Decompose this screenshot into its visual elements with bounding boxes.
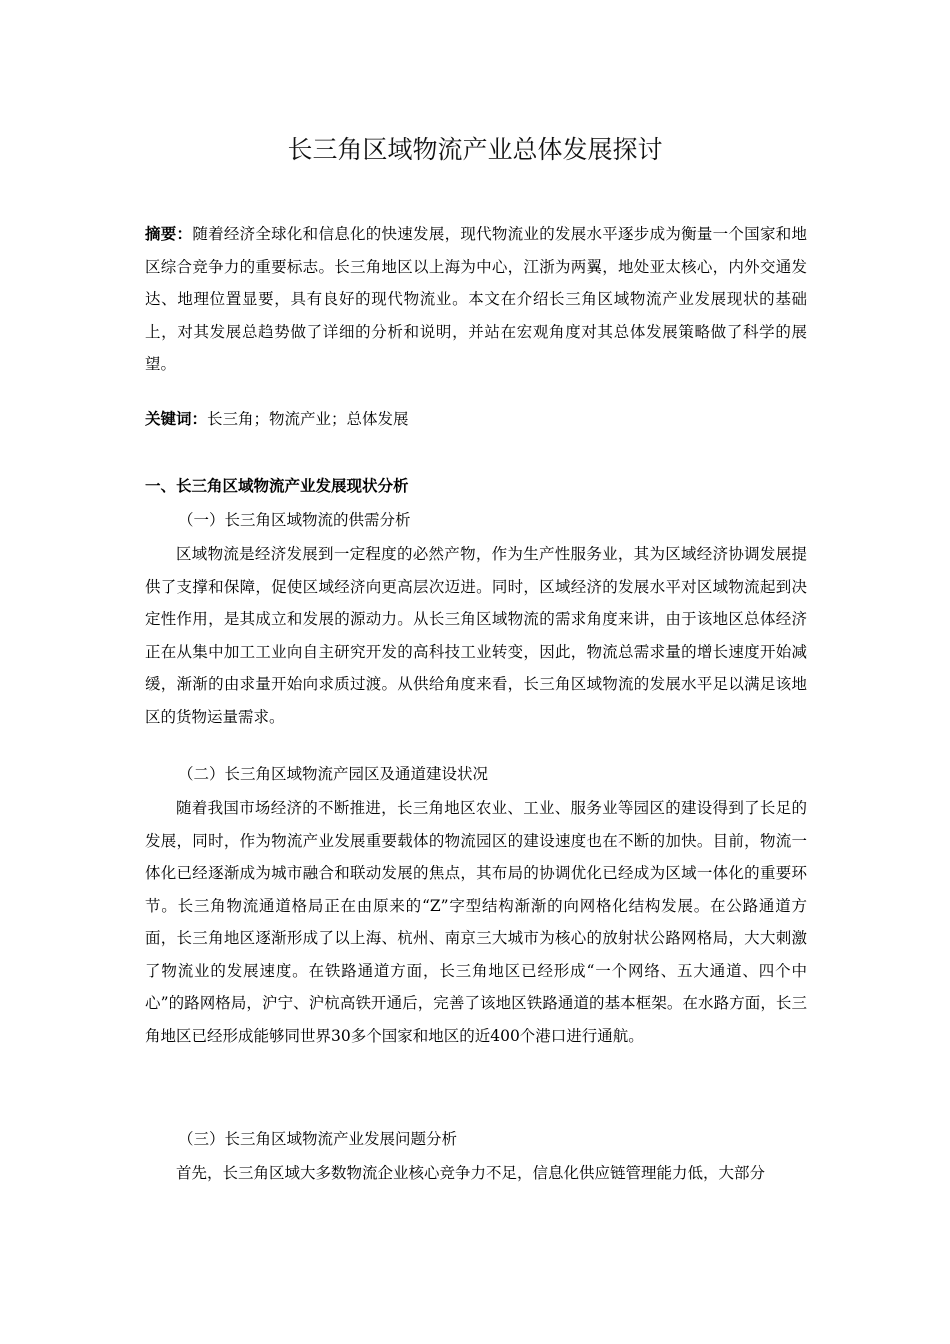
subsection-heading-2: （二）长三角区域物流产园区及通道建设状况 xyxy=(178,765,489,783)
keywords-text: 长三角；物流产业；总体发展 xyxy=(207,410,409,428)
keywords-label: 关键词： xyxy=(145,409,208,428)
keywords xyxy=(145,403,409,435)
abstract-text: 随着经济全球化和信息化的快速发展，现代物流业的发展水平逐步成为衡量一个国家和地区综合竞争力的重要标志。长三角地区以上海为中心，江浙为两翼，地处亚太核心，内外交通发达、地理位置显要，具有良好的现代物流业。本文在介绍长三角区域物流产业发展现状的基础上，对其发展总趋势做了详细的分析和说明，并站在宏观角度对其总体发展策略做了科学的展望。 xyxy=(145,225,807,373)
abstract-label: 摘要： xyxy=(145,224,193,243)
paragraph-supply-demand: 区域物流是经济发展到一定程度的必然产物，作为生产性服务业，其为区域经济协调发展提供了支撑和保障，促使区域经济向更高层次迈进。同时，区域经济的发展水平对区域物流起到决定性作用，是其成立和发展的源动力。从长三角区域物流的需求角度来讲，由于该地区总体经济正在从集中加工工业向自主研究开发的高科技工业转变，因此，物流总需求量的增长速度开始减缓，渐渐的由求量开始向求质过渡。从供给角度来看，长三角区域物流的发展水平足以满足该地区的货物运量需求。 xyxy=(145,545,807,726)
paragraph-parks-channels: 随着我国市场经济的不断推进，长三角地区农业、工业、服务业等园区的建设得到了长足的发展，同时，作为物流产业发展重要载体的物流园区的建设速度也在不断的加快。目前，物流一体化已经逐渐成为城市融合和联动发展的焦点，其布局的协调优化已经成为区域一体化的重要环节。长三角物流通道格局正在由原来的“Z”字型结构渐渐的向网格化结构发展。在公路通道方面，长三角地区逐渐形成了以上海、杭州、南京三大城市为核心的放射状公路网格局，大大刺激了物流业的发展速度。在铁路通道方面，长三角地区已经形成“一个网络、五大通道、四个中心”的路网格局，沪宁、沪杭高铁开通后，完善了该地区铁路通道的基本框架。在水路方面，长三角地区已经形成能够同世界30多个国家和地区的近400个港口进行通航。 xyxy=(145,799,807,1045)
abstract xyxy=(145,218,807,381)
document-title: 长三角区域物流产业总体发展探讨 xyxy=(287,135,663,164)
paragraph-problems: 首先，长三角区域大多数物流企业核心竞争力不足，信息化供应链管理能力低，大部分 xyxy=(176,1164,766,1182)
subsection-heading-3: （三）长三角区域物流产业发展问题分析 xyxy=(178,1130,458,1148)
section-heading-1: 一、长三角区域物流产业发展现状分析 xyxy=(145,476,409,495)
subsection-heading-1: （一）长三角区域物流的供需分析 xyxy=(178,511,411,529)
